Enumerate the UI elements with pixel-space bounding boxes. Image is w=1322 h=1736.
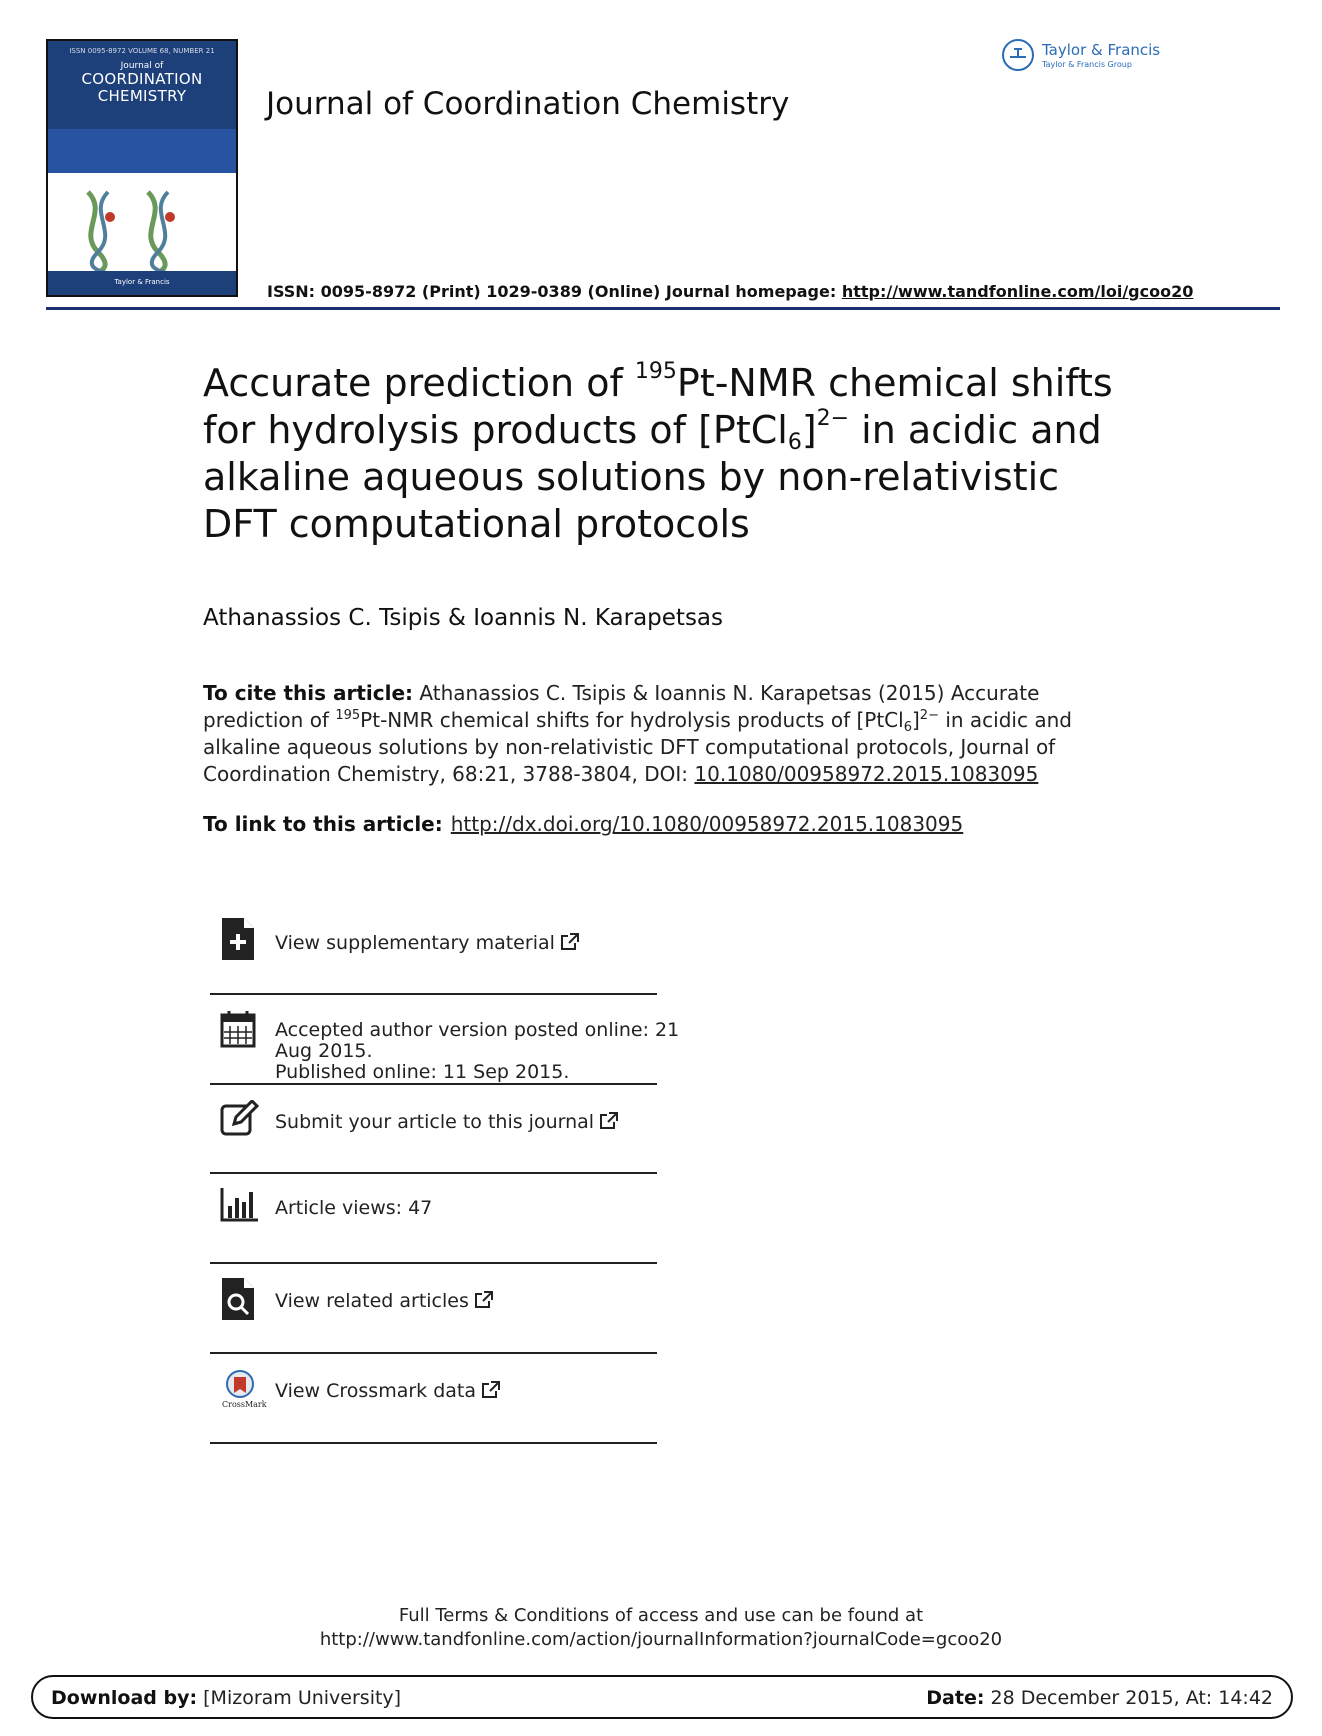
submit-article-link[interactable] [275, 1112, 618, 1133]
download-date [926, 1687, 1273, 1709]
date-label: Date: [926, 1687, 985, 1709]
calendar-icon [220, 1010, 260, 1050]
article-title [203, 360, 1123, 548]
title-superscript: 2− [816, 406, 850, 431]
publication-dates [275, 1020, 679, 1083]
issn-line [267, 282, 1193, 301]
header-divider [46, 307, 1280, 310]
download-label: Download by: [51, 1687, 198, 1709]
external-link-icon [475, 1291, 493, 1309]
doi-link[interactable]: 10.1080/00958972.2015.1083095 [694, 762, 1039, 786]
citation-label: To cite this article: [203, 681, 414, 705]
citation-text: Athanassios C. Tsipis & Ioannis N. Karapetsas (2015) Accurate prediction of [203, 681, 1040, 732]
external-link-icon [482, 1381, 500, 1399]
article-authors: Athanassios C. Tsipis & Ioannis N. Karapetsas [203, 605, 724, 631]
terms-url[interactable]: http://www.tandfonline.com/action/journalInformation?journalCode=gcoo20 [319, 1629, 1003, 1650]
article-doi-link[interactable]: http://dx.doi.org/10.1080/00958972.2015.1083095 [450, 812, 964, 836]
publisher-logo [1002, 38, 1161, 78]
link-label: To link to this article: [203, 812, 443, 836]
crossmark-link[interactable] [275, 1381, 500, 1402]
bar-chart-icon [220, 1186, 260, 1226]
citation-superscript: 195 [335, 708, 361, 723]
submit-label: Submit your article to this journal [275, 1111, 595, 1133]
article-views: Article views: 47 [275, 1197, 433, 1219]
related-articles-link[interactable] [275, 1291, 493, 1312]
crossmark-label: View Crossmark data [275, 1380, 477, 1402]
download-institution: [Mizoram University] [197, 1687, 402, 1709]
citation-subscript: 6 [903, 720, 912, 735]
title-subscript: 6 [787, 430, 802, 455]
citation-superscript: 2− [919, 708, 939, 723]
search-document-icon [220, 1278, 260, 1318]
publisher-logo-icon [1002, 39, 1034, 71]
journal-title: Journal of Coordination Chemistry [266, 86, 790, 122]
issn-text: ISSN: 0095-8972 (Print) 1029-0389 (Online) Journal homepage: [267, 282, 842, 301]
title-part: in acidic and alkaline aqueous solutions by non-relativistic DFT computational protocols [203, 408, 1102, 546]
cover-editor-band [48, 129, 236, 173]
publisher-group: Taylor & Francis Group [1042, 60, 1132, 69]
cover-title-line2: CHEMISTRY [97, 87, 187, 105]
date-value: 28 December 2015, At: 14:42 [984, 1687, 1273, 1709]
list-divider [210, 1352, 657, 1354]
citation-text: in acidic and alkaline aqueous solutions by non-relativistic DFT computational protocols, Journal of Coordination Chemistry, 68:21, 3788-3804, DOI: [203, 708, 1072, 786]
link-line [203, 812, 963, 836]
title-part: ] [801, 408, 817, 452]
crossmark-logo-text: CrossMark [222, 1400, 267, 1409]
download-info-bar [31, 1675, 1293, 1719]
journal-cover-image [46, 39, 238, 297]
related-label: View related articles [275, 1290, 469, 1312]
accepted-date-line2: Aug 2015. [275, 1040, 373, 1062]
cover-title-line1: COORDINATION [81, 70, 203, 88]
title-part: Pt-NMR chemical shifts for hydrolysis products of [PtCl [203, 361, 1113, 452]
external-link-icon [600, 1112, 618, 1130]
cover-molecule-graphic [78, 187, 208, 277]
terms-line1: Full Terms & Conditions of access and use can be found at [398, 1605, 924, 1626]
list-divider [210, 1172, 657, 1174]
citation-text: Pt-NMR chemical shifts for hydrolysis products of [PtCl [360, 708, 904, 732]
terms-notice [0, 1604, 1322, 1652]
list-divider [210, 993, 657, 995]
cover-header-band [48, 41, 236, 129]
list-divider [210, 1442, 657, 1444]
download-by [51, 1687, 401, 1709]
accepted-date-line1: Accepted author version posted online: 21 [275, 1019, 680, 1041]
file-plus-icon [220, 918, 260, 958]
edit-icon [220, 1100, 260, 1140]
supplementary-material-link[interactable] [275, 933, 579, 954]
citation-block [203, 680, 1133, 788]
external-link-icon [561, 933, 579, 951]
title-part: Accurate prediction of [203, 361, 635, 405]
cover-footer-band [48, 271, 236, 295]
cover-publisher: Taylor & Francis [114, 278, 170, 286]
published-date: Published online: 11 Sep 2015. [275, 1061, 570, 1083]
cover-issn-text: ISSN 0095-8972 VOLUME 68, NUMBER 21 [69, 47, 215, 55]
title-superscript: 195 [634, 359, 677, 384]
list-divider [210, 1262, 657, 1264]
publisher-name: Taylor & Francis [1042, 41, 1161, 59]
list-divider [210, 1083, 657, 1085]
supplementary-label: View supplementary material [275, 932, 555, 954]
citation-text: ] [911, 708, 920, 732]
cover-journal-of: Journal of [120, 61, 164, 71]
crossmark-icon [220, 1370, 267, 1410]
journal-homepage-link[interactable]: http://www.tandfonline.com/loi/gcoo20 [841, 282, 1194, 301]
